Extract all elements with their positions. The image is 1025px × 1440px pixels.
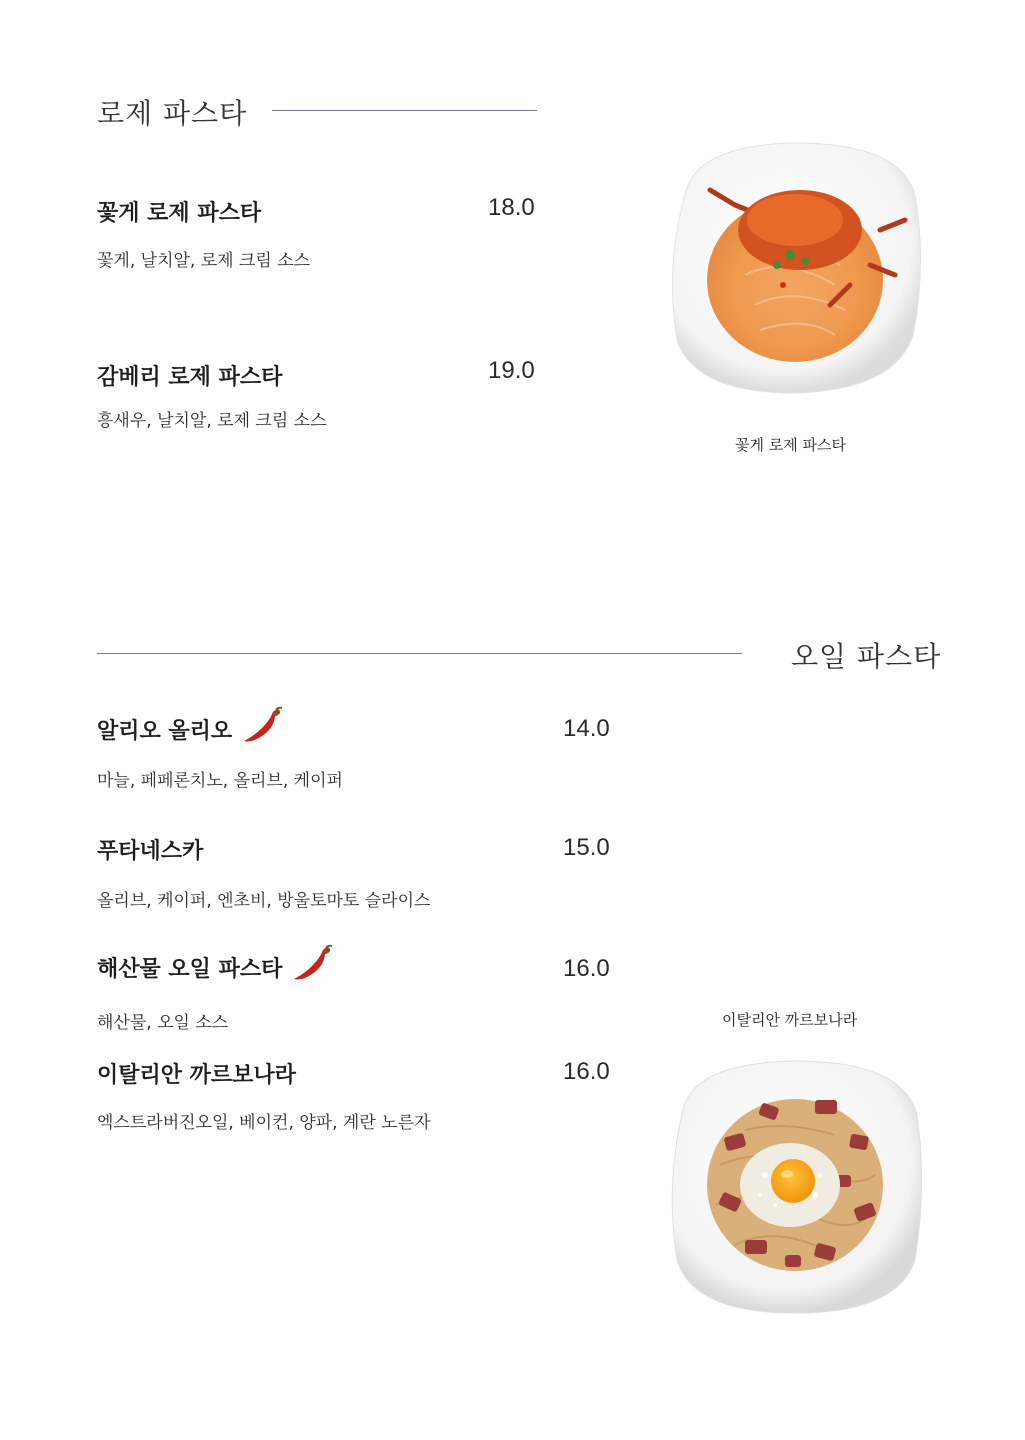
chili-pepper-icon bbox=[290, 944, 334, 990]
menu-item-description: 마늘, 페페론치노, 올리브, 케이퍼 bbox=[97, 771, 343, 791]
chili-pepper-icon bbox=[240, 706, 284, 752]
menu-item-name: 알리오 올리오 bbox=[97, 718, 233, 744]
menu-item-description: 올리브, 케이퍼, 엔초비, 방울토마토 슬라이스 bbox=[97, 891, 431, 911]
rose-section-title: 로제 파스타 bbox=[97, 97, 248, 130]
menu-item-name: 감베리 로제 파스타 bbox=[97, 365, 283, 390]
menu-item-name: 해산물 오일 파스타 bbox=[97, 956, 283, 982]
crab-rose-pasta-photo bbox=[665, 135, 927, 397]
rose-section-divider bbox=[272, 110, 537, 111]
oil-section-divider bbox=[97, 653, 742, 654]
menu-item-name-row bbox=[97, 706, 284, 752]
menu-item-name-row bbox=[97, 944, 334, 990]
photo-caption: 꽃게 로제 파스타 bbox=[735, 436, 846, 454]
photo-caption: 이탈리안 까르보나라 bbox=[722, 1011, 858, 1029]
menu-item-price: 16.0 bbox=[563, 955, 610, 982]
menu-item-price: 14.0 bbox=[563, 715, 610, 742]
menu-item-name: 푸타네스카 bbox=[97, 839, 204, 864]
menu-item-price: 16.0 bbox=[563, 1058, 610, 1085]
carbonara-photo bbox=[665, 1055, 927, 1317]
menu-item-description: 엑스트라버진오일, 베이컨, 양파, 계란 노른자 bbox=[97, 1113, 431, 1133]
menu-item-price: 15.0 bbox=[563, 834, 610, 861]
menu-item-price: 19.0 bbox=[488, 357, 535, 384]
menu-item-description: 꽃게, 날치알, 로제 크림 소스 bbox=[97, 251, 311, 271]
menu-item-price: 18.0 bbox=[488, 194, 535, 221]
menu-item-name: 꽃게 로제 파스타 bbox=[97, 201, 262, 226]
menu-item-description: 해산물, 오일 소스 bbox=[97, 1013, 229, 1033]
menu-item-description: 흥새우, 날치알, 로제 크림 소스 bbox=[97, 411, 327, 431]
oil-section-title: 오일 파스타 bbox=[791, 640, 942, 673]
menu-item-name: 이탈리안 까르보나라 bbox=[97, 1063, 296, 1088]
